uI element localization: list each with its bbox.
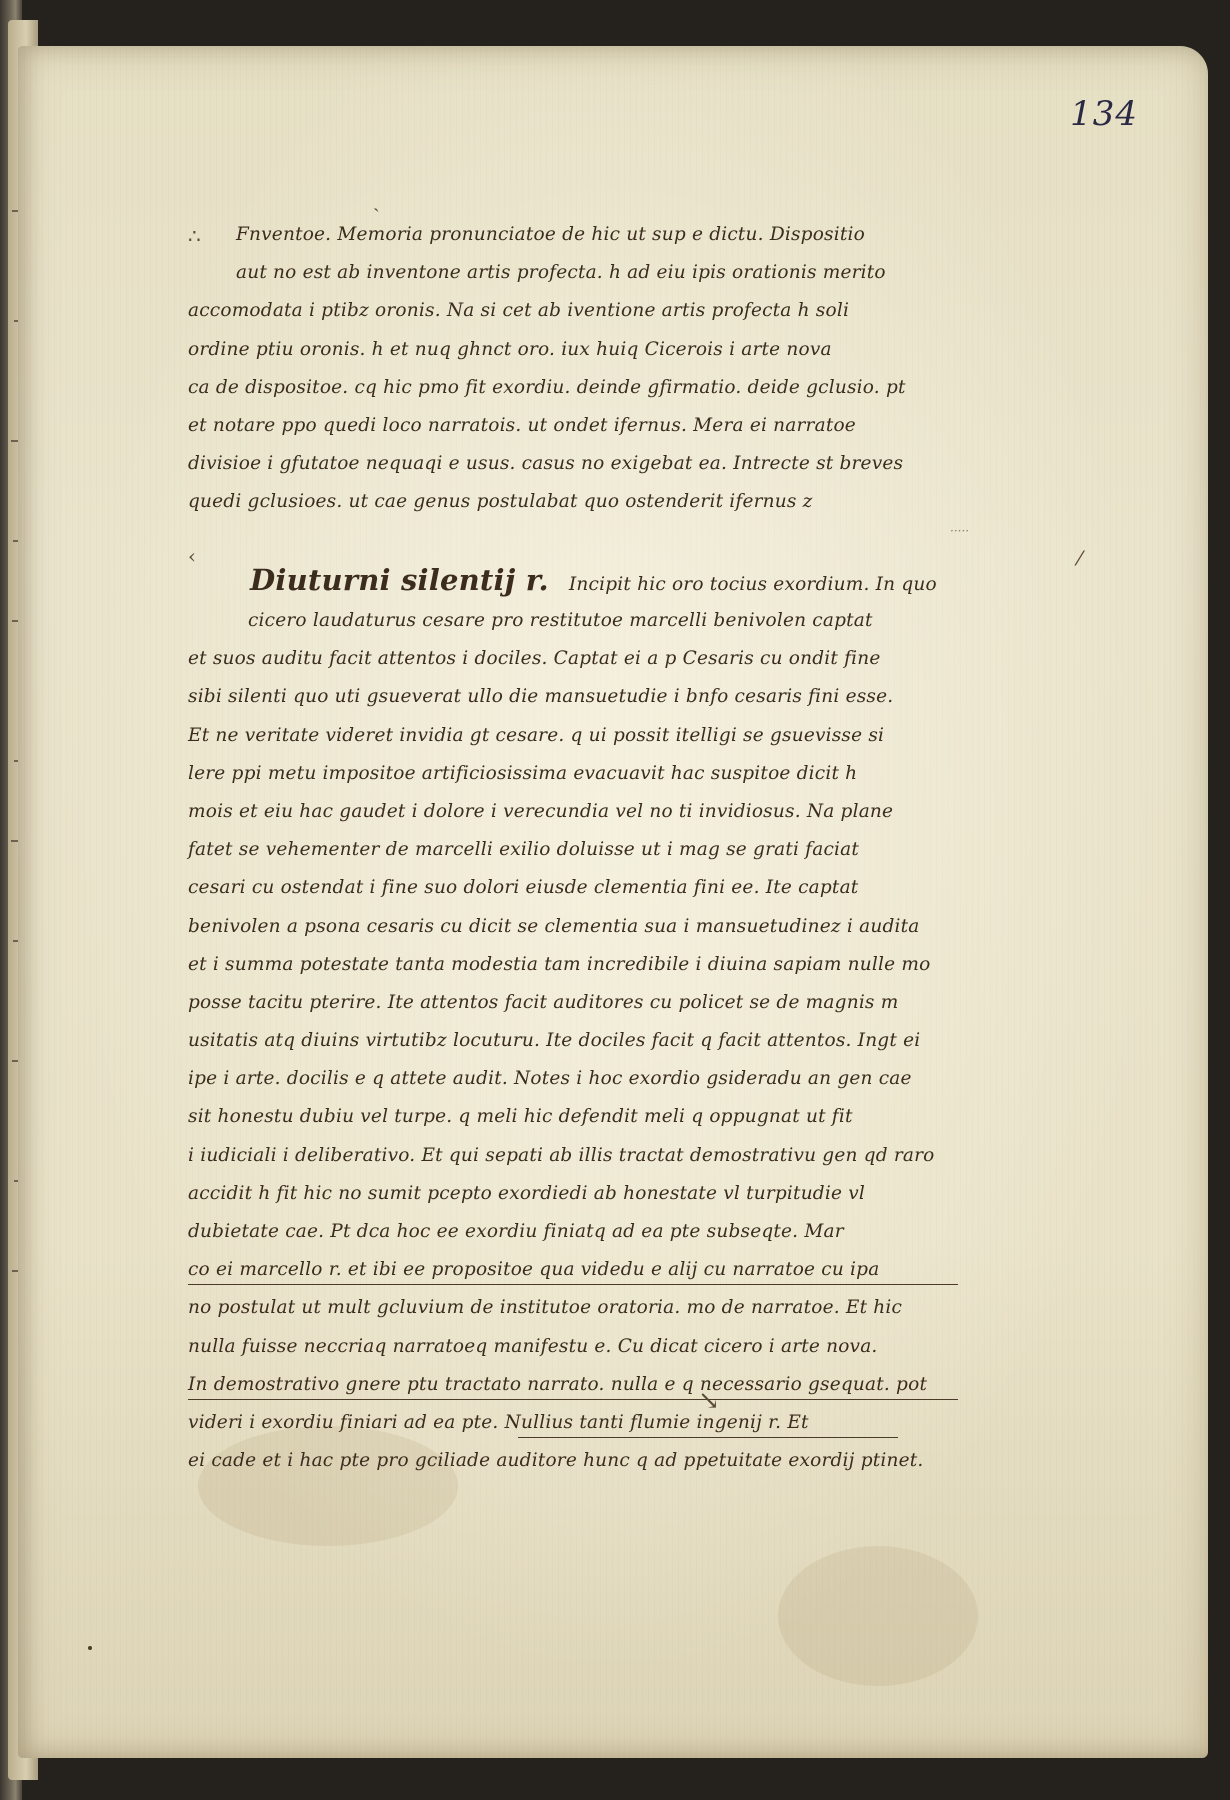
text-line: benivolen a psona cesaris cu dicit se clementia sua i mansuetudinez i audita <box>188 915 920 937</box>
folio-number: 134 <box>1070 94 1138 134</box>
text-line: i iudiciali i deliberativo. Et qui sepati ab illis tractat demostrativu gen qd raro <box>188 1144 935 1166</box>
text-line-underlined: In demostrativo gnere ptu tractato narrato. nulla e q necessario gsequat. pot <box>188 1366 988 1404</box>
text-line: sit honestu dubiu vel turpe. q meli hic defendit meli q oppugnat ut fit <box>188 1106 853 1128</box>
text-line: no postulat ut mult gcluvium de institutoe oratoria. mo de narratoe. Et hic <box>188 1297 903 1319</box>
text-line: nulla fuisse neccriaq narratoeq manifestu e. Cu dicat cicero i arte nova. <box>188 1335 878 1357</box>
text-line: posse tacitu pterire. Ite attentos facit auditores cu policet se de magnis m <box>188 991 899 1013</box>
text-line: ca de dispositoe. cq hic pmo fit exordiu. deinde gfirmatio. deide gclusio. pt <box>188 376 906 398</box>
text-line: sibi silenti quo uti gsueverat ullo die mansuetudie i bnfo cesaris fini esse. <box>188 686 894 708</box>
text-line: mois et eiu hac gaudet i dolore i verecundia vel no ti invidiosus. Na plane <box>188 800 894 822</box>
text-line: divisioe i gfutatoe nequaqi e usus. casus no exigebat ea. Intrecte st breves <box>188 453 904 475</box>
ink-speck <box>88 1646 92 1650</box>
ink-flourish: ↘ <box>698 1386 720 1416</box>
text-line: fatet se vehementer de marcelli exilio doluisse ut i mag se grati faciat <box>188 839 860 861</box>
text-line: accomodata i ptibz oronis. Na si cet ab iventione artis profecta h soli <box>188 300 850 322</box>
text-line: ordine ptiu oronis. h et nuq ghnct oro. iux huiq Cicerois i arte nova <box>188 338 832 360</box>
margin-mark: ∴ <box>188 224 201 248</box>
text-line: lere ppi metu impositoe artificiosissima evacuavit hac suspitoe dicit h <box>188 762 858 784</box>
text-line: ipe i arte. docilis e q attete audit. Notes i hoc exordio gsideradu an gen cae <box>188 1068 912 1090</box>
margin-mark: ‹ <box>188 544 196 568</box>
commentary-paragraph-1 <box>188 216 988 522</box>
text-line: ei cade et i hac pte pro gciliade auditore hunc q ad ppetuitate exordij ptinet. <box>188 1450 924 1472</box>
text-line: Et ne veritate videret invidia gt cesare. q ui possit itelligi se gsuevisse si <box>188 724 885 746</box>
manuscript-page <box>18 46 1208 1758</box>
text-line: et notare ppo quedi loco narratois. ut ondet ifernus. Mera ei narratoe <box>188 414 856 436</box>
text-line: dubietate cae. Pt dca hoc ee exordiu finiatq ad ea pte subseqte. Mar <box>188 1221 844 1242</box>
marginal-note: ····· <box>950 524 970 538</box>
text-line: cicero laudaturus cesare pro restitutoe marcelli benivolen captat <box>248 610 873 631</box>
text-line: accidit h fit hic no sumit pcepto exordiedi ab honestate vl turpitudie vl <box>188 1182 865 1204</box>
commentary-paragraph-2 <box>188 558 988 1480</box>
text-line: Fnventoe. Memoria pronunciatoe de hic ut sup e dictu. Dispositio <box>236 224 865 245</box>
text-line: et suos auditu facit attentos i dociles. Captat ei a p Cesaris cu ondit fine <box>188 648 881 670</box>
lemma: Diuturni silentij r. <box>250 563 549 597</box>
ink-tick: ˏ <box>373 188 380 212</box>
text-line: quedi gclusioes. ut cae genus postulabat quo ostenderit ifernus z <box>188 491 813 513</box>
text-line-underlined: co ei marcello r. et ibi ee propositoe qua videdu e alij cu narratoe cu ipa <box>188 1251 988 1289</box>
text-line: aut no est ab inventone artis profecta. h ad eiu ipis orationis merito <box>236 262 886 284</box>
lemma-line <box>188 558 988 602</box>
margin-mark: ⁄ <box>1078 546 1082 570</box>
text-line: cesari cu ostendat i fine suo dolori eiusde clementia fini ee. Ite captat <box>188 877 859 899</box>
text-line: usitatis atq diuins virtutibz locuturu. Ite dociles facit q facit attentos. Ingt ei <box>188 1030 921 1052</box>
text-line: et i summa potestate tanta modestia tam incredibile i diuina sapiam nulle mo <box>188 953 931 975</box>
text-line-underlined: videri i exordiu finiari ad ea pte. Nullius tanti flumie ingenij r. Et <box>188 1404 988 1442</box>
text-segment: Incipit hic oro tocius exordium. In quo <box>568 574 937 595</box>
